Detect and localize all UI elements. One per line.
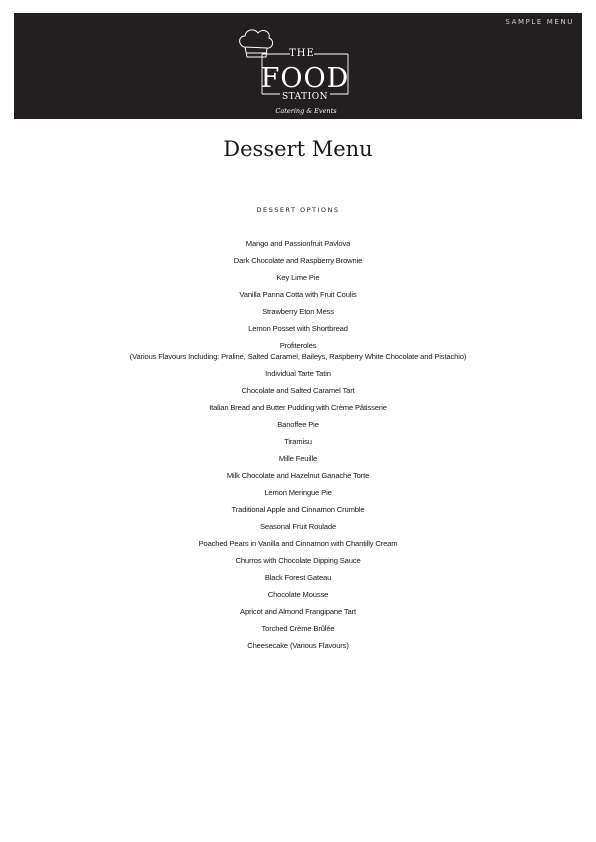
- menu-item: [0, 469, 596, 486]
- menu-item-name: Tiramisu: [284, 437, 312, 446]
- menu-item: [0, 305, 596, 322]
- menu-item: [0, 554, 596, 571]
- menu-item: [0, 384, 596, 401]
- menu-item-name: Lemon Posset with Shortbread: [248, 324, 348, 333]
- menu-item-name: Seasonal Fruit Roulade: [259, 522, 337, 531]
- menu-item-name: Chocolate and Salted Caramel Tart: [241, 386, 355, 395]
- menu-item: [0, 237, 596, 254]
- menu-item: [0, 418, 596, 435]
- menu-item-name: Torched Crème Brûlée: [261, 624, 335, 633]
- menu-item-name: Vanilla Panna Cotta with Fruit Coulis: [239, 290, 357, 299]
- menu-item-name: Dark Chocolate and Raspberry Brownie: [233, 256, 363, 265]
- menu-item-name: Traditional Apple and Cinnamon Crumble: [231, 505, 365, 514]
- page-title: Dessert Menu: [223, 137, 373, 161]
- logo-tagline: Catering & Events: [275, 107, 337, 115]
- logo-line-station: STATION: [282, 92, 328, 102]
- dessert-list: [0, 237, 596, 656]
- menu-item: [0, 520, 596, 537]
- menu-item: [0, 571, 596, 588]
- sample-menu-label: SAMPLE MENU: [505, 18, 574, 26]
- menu-item: [0, 271, 596, 288]
- menu-item-name: Profiteroles: [279, 341, 317, 350]
- section-heading: DESSERT OPTIONS: [256, 206, 340, 214]
- chef-hat-icon: [240, 30, 273, 57]
- menu-item-name: Poached Pears in Vanilla and Cinnamon with Chantilly Cream: [198, 539, 398, 548]
- menu-item: [0, 486, 596, 503]
- menu-item-name: Strawberry Eton Mess: [262, 307, 334, 316]
- menu-item: [0, 537, 596, 554]
- menu-item-name: Italian Bread and Butter Pudding with Crème Pâtisserie: [209, 403, 387, 412]
- menu-item: [0, 503, 596, 520]
- menu-item: [0, 254, 596, 271]
- menu-item: [0, 435, 596, 452]
- header-band: [14, 13, 582, 119]
- menu-item: [0, 639, 596, 656]
- menu-item: [0, 288, 596, 305]
- menu-item-name: Black Forest Gateau: [264, 573, 332, 582]
- menu-item-name: Churros with Chocolate Dipping Sauce: [235, 556, 361, 565]
- menu-item-name: Mango and Passionfruit Pavlova: [245, 239, 351, 248]
- menu-item: [0, 452, 596, 469]
- menu-item-name: Individual Tarte Tatin: [265, 369, 331, 378]
- menu-item-name: Cheesecake (Various Flavours): [247, 641, 349, 650]
- menu-item-name: Chocolate Mousse: [267, 590, 329, 599]
- menu-item-name: Lemon Meringue Pie: [264, 488, 332, 497]
- menu-item-name: Apricot and Almond Frangipane Tart: [240, 607, 356, 616]
- menu-item-name: Key Lime Pie: [276, 273, 320, 282]
- menu-item: [0, 322, 596, 339]
- menu-item: [0, 605, 596, 622]
- menu-item-name: Banoffee Pie: [277, 420, 319, 429]
- logo-line-the: THE: [289, 48, 315, 59]
- menu-item: [0, 367, 596, 384]
- menu-item-note: (Various Flavours Including: Praline, Salted Caramel, Baileys, Raspberry White Chocolate and Pistachio): [129, 352, 467, 361]
- menu-item-name: Mille Feuille: [278, 454, 318, 463]
- menu-item: [0, 401, 596, 418]
- food-station-logo: [236, 23, 368, 117]
- logo-line-food: FOOD: [260, 63, 350, 94]
- menu-item: [0, 339, 596, 367]
- menu-item: [0, 622, 596, 639]
- menu-item-name: Milk Chocolate and Hazelnut Ganache Torte: [226, 471, 370, 480]
- menu-item: [0, 588, 596, 605]
